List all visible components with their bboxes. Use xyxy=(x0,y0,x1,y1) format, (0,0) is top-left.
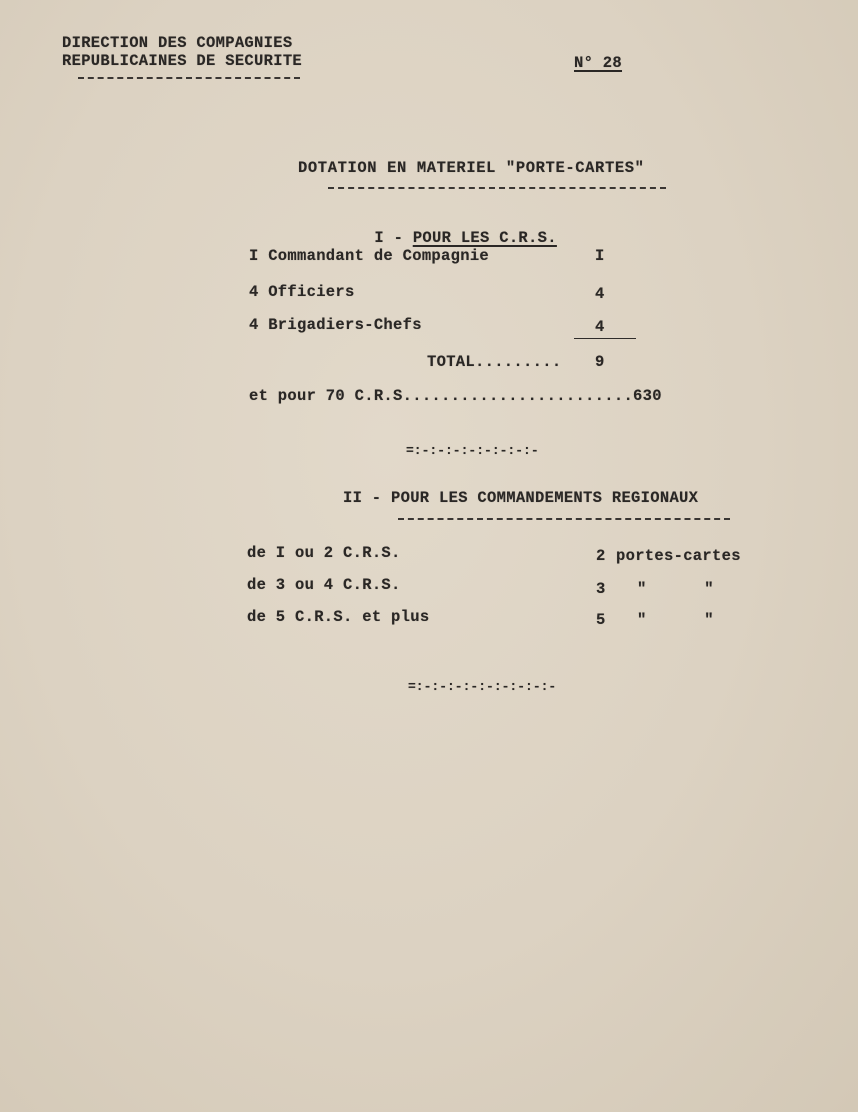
section1-row-label: 4 Brigadiers-Chefs xyxy=(249,316,422,334)
sum-rule xyxy=(574,338,636,339)
section1-row-qty: I xyxy=(595,247,605,265)
section2-row-unit: portes-cartes xyxy=(616,547,741,565)
section1-heading-prefix: I - xyxy=(374,228,413,247)
document-title: DOTATION EN MATERIEL "PORTE-CARTES" xyxy=(298,159,645,177)
section1-row-label: 4 Officiers xyxy=(249,283,355,301)
section1-heading-text: POUR LES C.R.S. xyxy=(412,228,557,247)
section2-row-unit: " " xyxy=(637,580,714,598)
separator-ornament: =:-:-:-:-:-:-:-:-:- xyxy=(408,679,557,694)
header-underline xyxy=(78,77,300,79)
section2-underline xyxy=(398,518,730,520)
separator-ornament: =:-:-:-:-:-:-:-:- xyxy=(406,443,539,458)
org-name-line1: DIRECTION DES COMPAGNIES xyxy=(62,34,293,52)
total-value: 9 xyxy=(595,353,605,371)
title-underline xyxy=(328,187,666,189)
org-name-line2: REPUBLICAINES DE SECURITE xyxy=(62,52,303,70)
section2-row-qty: 3 xyxy=(596,580,606,598)
section2-heading: II - POUR LES COMMANDEMENTS REGIONAUX xyxy=(343,489,699,507)
section2-row-label: de 5 C.R.S. et plus xyxy=(247,608,430,626)
section1-row-qty: 4 xyxy=(595,285,605,303)
section2-row-qty: 2 xyxy=(596,547,606,565)
total-label: TOTAL......... xyxy=(427,353,562,371)
section2-row-unit: " " xyxy=(637,611,714,629)
section1-row-qty: 4 xyxy=(595,318,605,336)
section2-row-qty: 5 xyxy=(596,611,606,629)
section2-row-label: de I ou 2 C.R.S. xyxy=(247,544,401,562)
multiplied-total: et pour 70 C.R.S........................630 xyxy=(249,387,662,405)
section2-row-label: de 3 ou 4 C.R.S. xyxy=(247,576,401,594)
document-number: N° 28 xyxy=(574,54,623,72)
section1-row-label: I Commandant de Compagnie xyxy=(249,247,490,265)
